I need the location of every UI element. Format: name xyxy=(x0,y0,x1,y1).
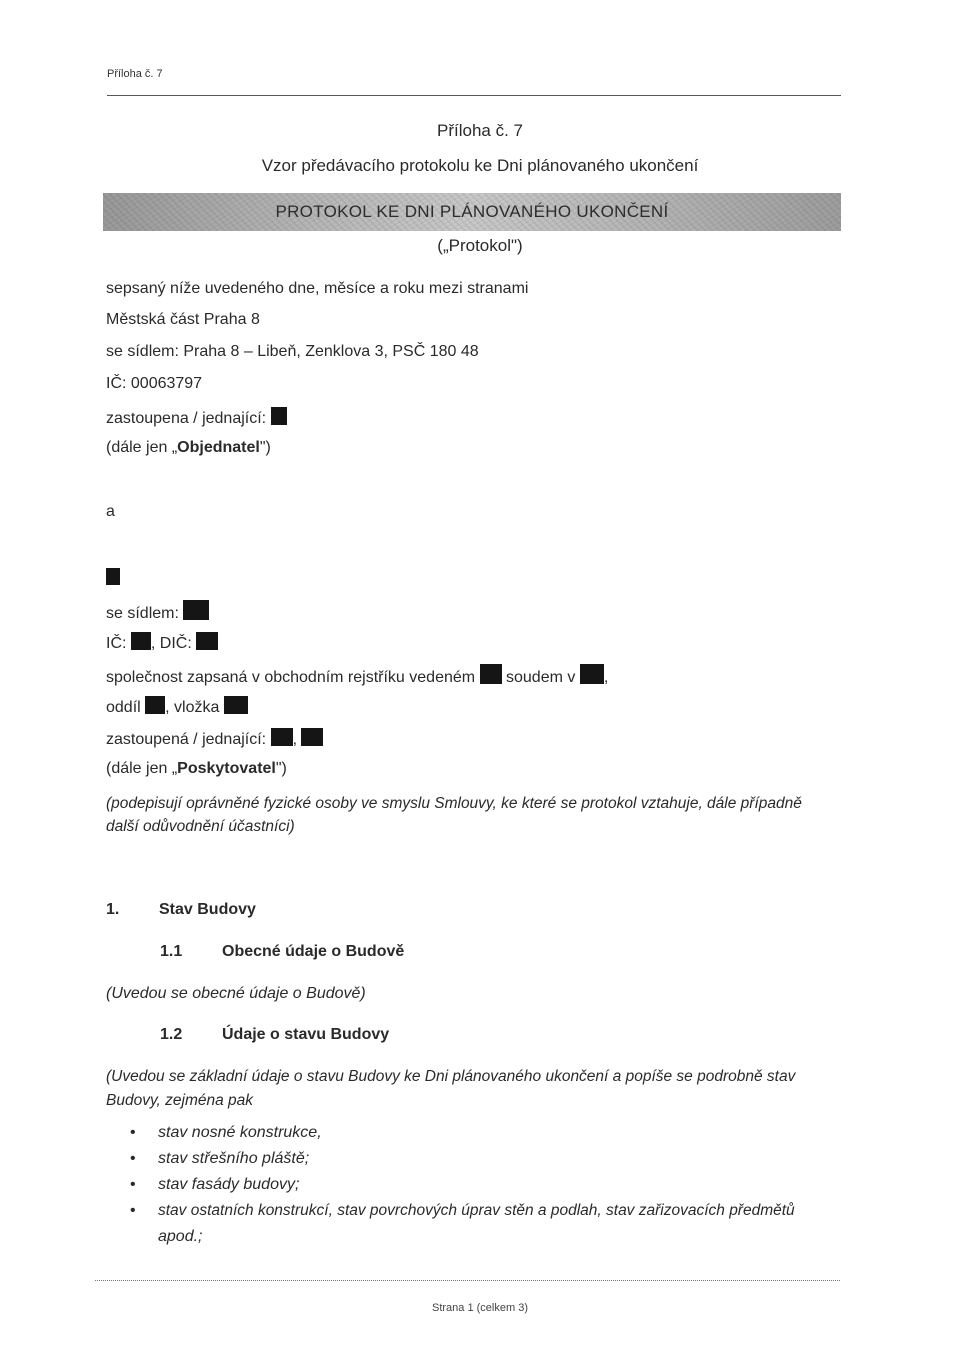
list-item: stav fasády budovy; xyxy=(158,1176,300,1193)
alias-prefix: (dále jen „ xyxy=(106,760,178,777)
party2-address-label: se sídlem: xyxy=(106,605,179,622)
party2-represented xyxy=(106,728,323,749)
party2-section xyxy=(106,696,248,717)
party2-section-label: oddíl xyxy=(106,699,141,716)
section1-2-number: 1.2 xyxy=(160,1026,183,1043)
alias-name: Poskytovatel xyxy=(177,760,276,777)
party2-address xyxy=(106,600,209,623)
alias-name: Objednatel xyxy=(177,439,260,456)
parties-intro: sepsaný níže uvedeného dne, měsíce a roku mezi stranami xyxy=(106,280,529,297)
redaction-block xyxy=(106,568,120,585)
header-attachment-label: Příloha č. 7 xyxy=(107,68,163,80)
bullet-marker: • xyxy=(130,1176,136,1193)
redaction-block xyxy=(131,632,151,650)
page-number: Strana 1 (celkem 3) xyxy=(432,1302,528,1314)
party1-address: se sídlem: Praha 8 – Libeň, Zenklova 3, PSČ 180 48 xyxy=(106,343,479,360)
party2-dic-label: , DIČ: xyxy=(150,635,192,652)
section1-1-title: Obecné údaje o Budově xyxy=(222,943,405,960)
list-item: stav nosné konstrukce, xyxy=(158,1124,322,1141)
redaction-block xyxy=(271,728,293,746)
party2-registry-comma: , xyxy=(603,669,609,686)
redaction-block xyxy=(480,664,502,684)
signatories-note-line1: (podepisují oprávněné fyzické osoby ve smyslu Smlouvy, ke které se protokol vztahuje, dále případně xyxy=(106,795,802,812)
party1-alias xyxy=(106,439,271,457)
redaction-block xyxy=(271,407,287,425)
section1-1-note: (Uvedou se obecné údaje o Budově) xyxy=(106,985,366,1002)
party2-insert-label: , vložka xyxy=(165,699,220,716)
document-subtitle: Vzor předávacího protokolu ke Dni plánovaného ukončení xyxy=(261,156,699,175)
list-item-continuation: apod.; xyxy=(158,1228,203,1245)
bullet-marker: • xyxy=(130,1124,136,1141)
party2-ids xyxy=(106,632,218,653)
bullet-marker: • xyxy=(130,1202,136,1219)
section1-2-title: Údaje o stavu Budovy xyxy=(222,1026,390,1043)
attachment-title: Příloha č. 7 xyxy=(437,121,523,140)
bullet-marker: • xyxy=(130,1150,136,1167)
footer-divider xyxy=(95,1280,840,1281)
party2-registry xyxy=(106,664,608,687)
redaction-block xyxy=(183,600,209,620)
conjunction-and: a xyxy=(106,503,115,520)
party2-name-redaction xyxy=(106,568,120,588)
party2-alias xyxy=(106,760,287,778)
protocol-banner-title: PROTOKOL KE DNI PLÁNOVANÉHO UKONČENÍ xyxy=(275,202,669,221)
alias-suffix: ") xyxy=(259,439,271,456)
party1-ic: IČ: 00063797 xyxy=(106,375,203,392)
redaction-block xyxy=(196,632,218,650)
section1-title: Stav Budovy xyxy=(159,901,256,918)
section1-2-note-line1: (Uvedou se základní údaje o stavu Budovy ke Dni plánovaného ukončení a popíše se podrobně stav xyxy=(106,1068,796,1085)
party1-name: Městská část Praha 8 xyxy=(106,311,260,328)
protocol-short-name: („Protokol") xyxy=(437,236,523,255)
section1-2-note-line2: Budovy, zejména pak xyxy=(106,1092,254,1109)
alias-prefix: (dále jen „ xyxy=(106,439,178,456)
party2-represented-label: zastoupená / jednající: xyxy=(106,731,267,748)
alias-suffix: ") xyxy=(275,760,287,777)
party2-represented-sep: , xyxy=(292,731,298,748)
protocol-banner xyxy=(103,193,841,231)
redaction-block xyxy=(301,728,323,746)
party1-represented-label: zastoupena / jednající: xyxy=(106,410,267,427)
list-item: stav střešního pláště; xyxy=(158,1150,310,1167)
signatories-note-line2: další odůvodnění účastníci) xyxy=(106,818,295,835)
party2-registry-text: společnost zapsaná v obchodním rejstříku vedeném xyxy=(106,669,476,686)
redaction-block xyxy=(224,696,248,714)
redaction-block xyxy=(580,664,604,684)
party1-represented xyxy=(106,407,287,428)
section1-1-number: 1.1 xyxy=(160,943,183,960)
party2-ic-label: IČ: xyxy=(106,635,127,652)
header-divider xyxy=(107,95,841,96)
redaction-block xyxy=(145,696,165,714)
party2-registry-court: soudem v xyxy=(506,669,576,686)
section1-number: 1. xyxy=(106,901,120,918)
list-item: stav ostatních konstrukcí, stav povrchových úprav stěn a podlah, stav zařizovacích předmětů xyxy=(158,1202,795,1219)
